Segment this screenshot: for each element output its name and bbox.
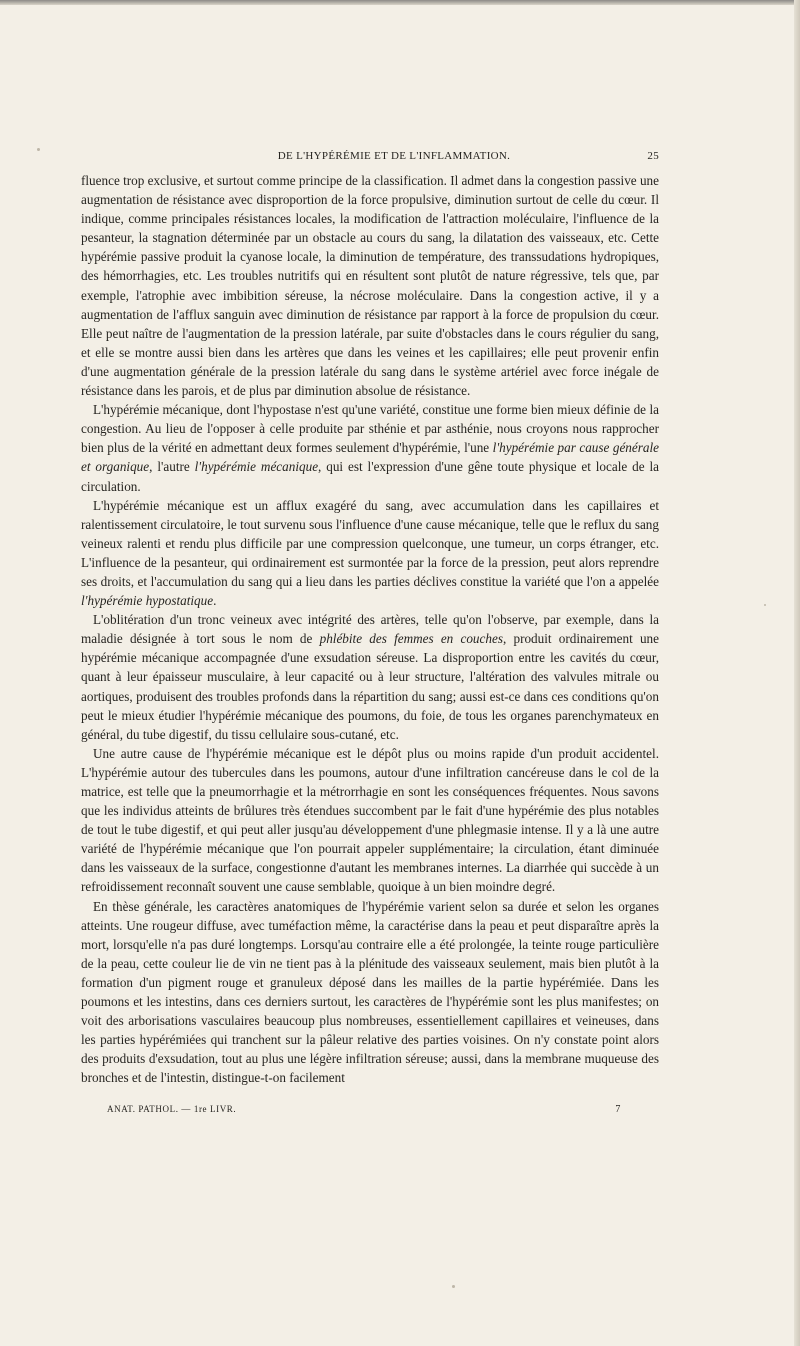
page-number: 25 [647,150,659,162]
paragraph-3-text-a: L'hypérémie mécanique est un afflux exagéré du sang, avec accumulation dans les capillaires et ralentissement circulatoire, le tout survenu sous l'influence d'une cause mécanique, telle que le reflux du sang veineux ralenti et rendu plus difficile par une compression quelconque, une tumeur, un corps étranger, etc. L'influence de la pesanteur, qui ordinairement est surmontée par la force de la pression, peut alors reprendre ses droits, et l'accumulation du sang qui a lieu dans les parties déclives constitue la variété que l'on a appelée [81,497,659,589]
scan-right-edge [794,0,800,1346]
paper-speck [764,604,766,606]
paragraph-2-text-a: L'hypérémie mécanique, dont l'hypostase n'est qu'une variété, constitue une forme bien mieux définie de la congestion. Au lieu de l'opposer à celle produite par sthénie et par asthénie, nous croyons nous rapprocher bien plus de la vérité en admettant deux formes seulement d'hypérémie, l'une [81,402,659,456]
paragraph-2-text-c: , qui est l'expression d'une gêne toute physique et locale de la circulation. [81,459,659,494]
paragraph-2-text-b: , l'autre [149,459,195,475]
body-text [81,171,659,1088]
paragraph-4-italic: phlébite des femmes en couches [319,631,503,647]
paragraph-2 [81,400,659,495]
paragraph-2-italic-2: l'hypérémie mécanique [194,459,319,475]
signature-number: 7 [615,1104,621,1115]
paper-speck [452,1285,455,1288]
paragraph-2-italic-1: l'hypérémie par cause générale et organique [81,440,659,475]
signature-line [107,1104,621,1118]
paragraph-6 [81,897,659,1088]
paragraph-5-text: Une autre cause de l'hypérémie mécanique est le dépôt plus ou moins rapide d'un produit accidentel. L'hypérémie autour des tubercules dans les poumons, autour d'une infiltration cancéreuse dans le col de la matrice, est telle que la pneumorrhagie et la métrorrhagie en sont les conséquences fréquentes. Nous savons que les individus atteints de brûlures très étendues succombent par le fait d'une hypérémie des plus notables de tout le tube digestif, et qui peut aller jusqu'au développement d'une phlegmasie intense. Il y a là une autre variété de l'hypérémie mécanique que l'on pourrait appeler supplémentaire; la circulation, étant diminuée dans les vaisseaux de la surface, congestionne d'autant les membranes internes. La diarrhée qui succède à un refroidissement reconnaît souvent une cause semblable, quoique à un bien moindre degré. [81,745,659,895]
paper-speck [37,148,40,151]
paragraph-6-text: En thèse générale, les caractères anatomiques de l'hypérémie varient selon sa durée et selon les organes atteints. Une rougeur diffuse, avec tuméfaction même, la caractérise dans la peau et peut disparaître après la mort, lorsqu'elle n'a pas duré longtemps. Lorsqu'au contraire elle a été prolongée, la teinte rouge particulière de la peau, cette couleur lie de vin ne tient pas à la plénitude des vaisseaux seulement, mais bien plutôt à la formation d'un pigment rouge et granuleux déposé dans les mailles de la partie hypérémiée. Dans les poumons et les intestins, dans ces derniers surtout, les caractères de l'hypérémie sont les plus manifestes; on voit des arborisations vasculaires beaucoup plus nombreuses, essentiellement capillaires et veineuses, dans les parties hypérémiées qui tranchent sur la pâleur relative des parties voisines. On n'y constate point alors des produits d'exsudation, tout au plus une légère infiltration séreuse; aussi, dans la membrane muqueuse des bronches et de l'intestin, distingue-t-on facilement [81,898,659,1086]
paragraph-3-italic: l'hypérémie hypostatique [81,593,214,609]
paragraph-4-text-a: L'oblitération d'un tronc veineux avec intégrité des artères, telle qu'on l'observe, par exemple, dans la maladie désignée à tort sous le nom de [81,612,659,647]
running-title: DE L'HYPÉRÉMIE ET DE L'INFLAMMATION. [277,150,511,162]
paragraph-4-text-b: , produit ordinairement une hypérémie mécanique accompagnée d'une exsudation séreuse. La disproportion entre les cavités du cœur, quant à leur épaisseur musculaire, à leur capacité ou à leur structure, l'altération des valvules mitrale ou aortiques, produisent des troubles profonds dans la répartition du sang; aussi est-ce dans ces conditions qu'on peut le mieux étudier l'hypérémie mécanique des poumons, du foie, de tous les organes parenchymateux en général, du tube digestif, du tissu cellulaire sous-cutané, etc. [81,631,659,742]
paragraph-1 [81,171,659,400]
paragraph-5 [81,744,659,897]
scan-top-edge [0,0,800,5]
paragraph-1-text: fluence trop exclusive, et surtout comme principe de la classification. Il admet dans la congestion passive une augmentation de résistance avec disproportion de la force propulsive, diminution surtout de celle du cœur. Il indique, comme principales résistances locales, la modification de l'attraction moléculaire, l'influence de la pesanteur, la stagnation déterminée par un obstacle au cours du sang, la dilatation des vaisseaux, etc. Cette hypérémie passive produit la cyanose locale, la diminution de température, des transsudations hydropiques, des hémorrhagies, etc. Les troubles nutritifs qui en résultent sont plutôt de nature régressive, tels que, par exemple, l'atrophie avec imbibition séreuse, la nécrose moléculaire. Dans la congestion active, il y a augmentation de l'afflux sanguin avec diminution de résistance par rapport à la force de propulsion du cœur. Elle peut naître de l'augmentation de la pression latérale, par suite d'obstacles dans le cours régulier du sang, et elle se montre aussi bien dans les artères que dans les veines et les capillaires; elle peut provenir enfin d'une augmentation générale de la pression latérale du sang dans le système artériel avec force inégale de résistance dans les parois, et de plus par diminution absolue de résistance. [81,173,659,399]
paragraph-3 [81,496,659,611]
signature-mark: ANAT. PATHOL. — 1re LIVR. [107,1104,237,1114]
paragraph-4 [81,610,659,744]
paragraph-3-text-b: . [213,593,217,609]
running-head [81,150,659,166]
